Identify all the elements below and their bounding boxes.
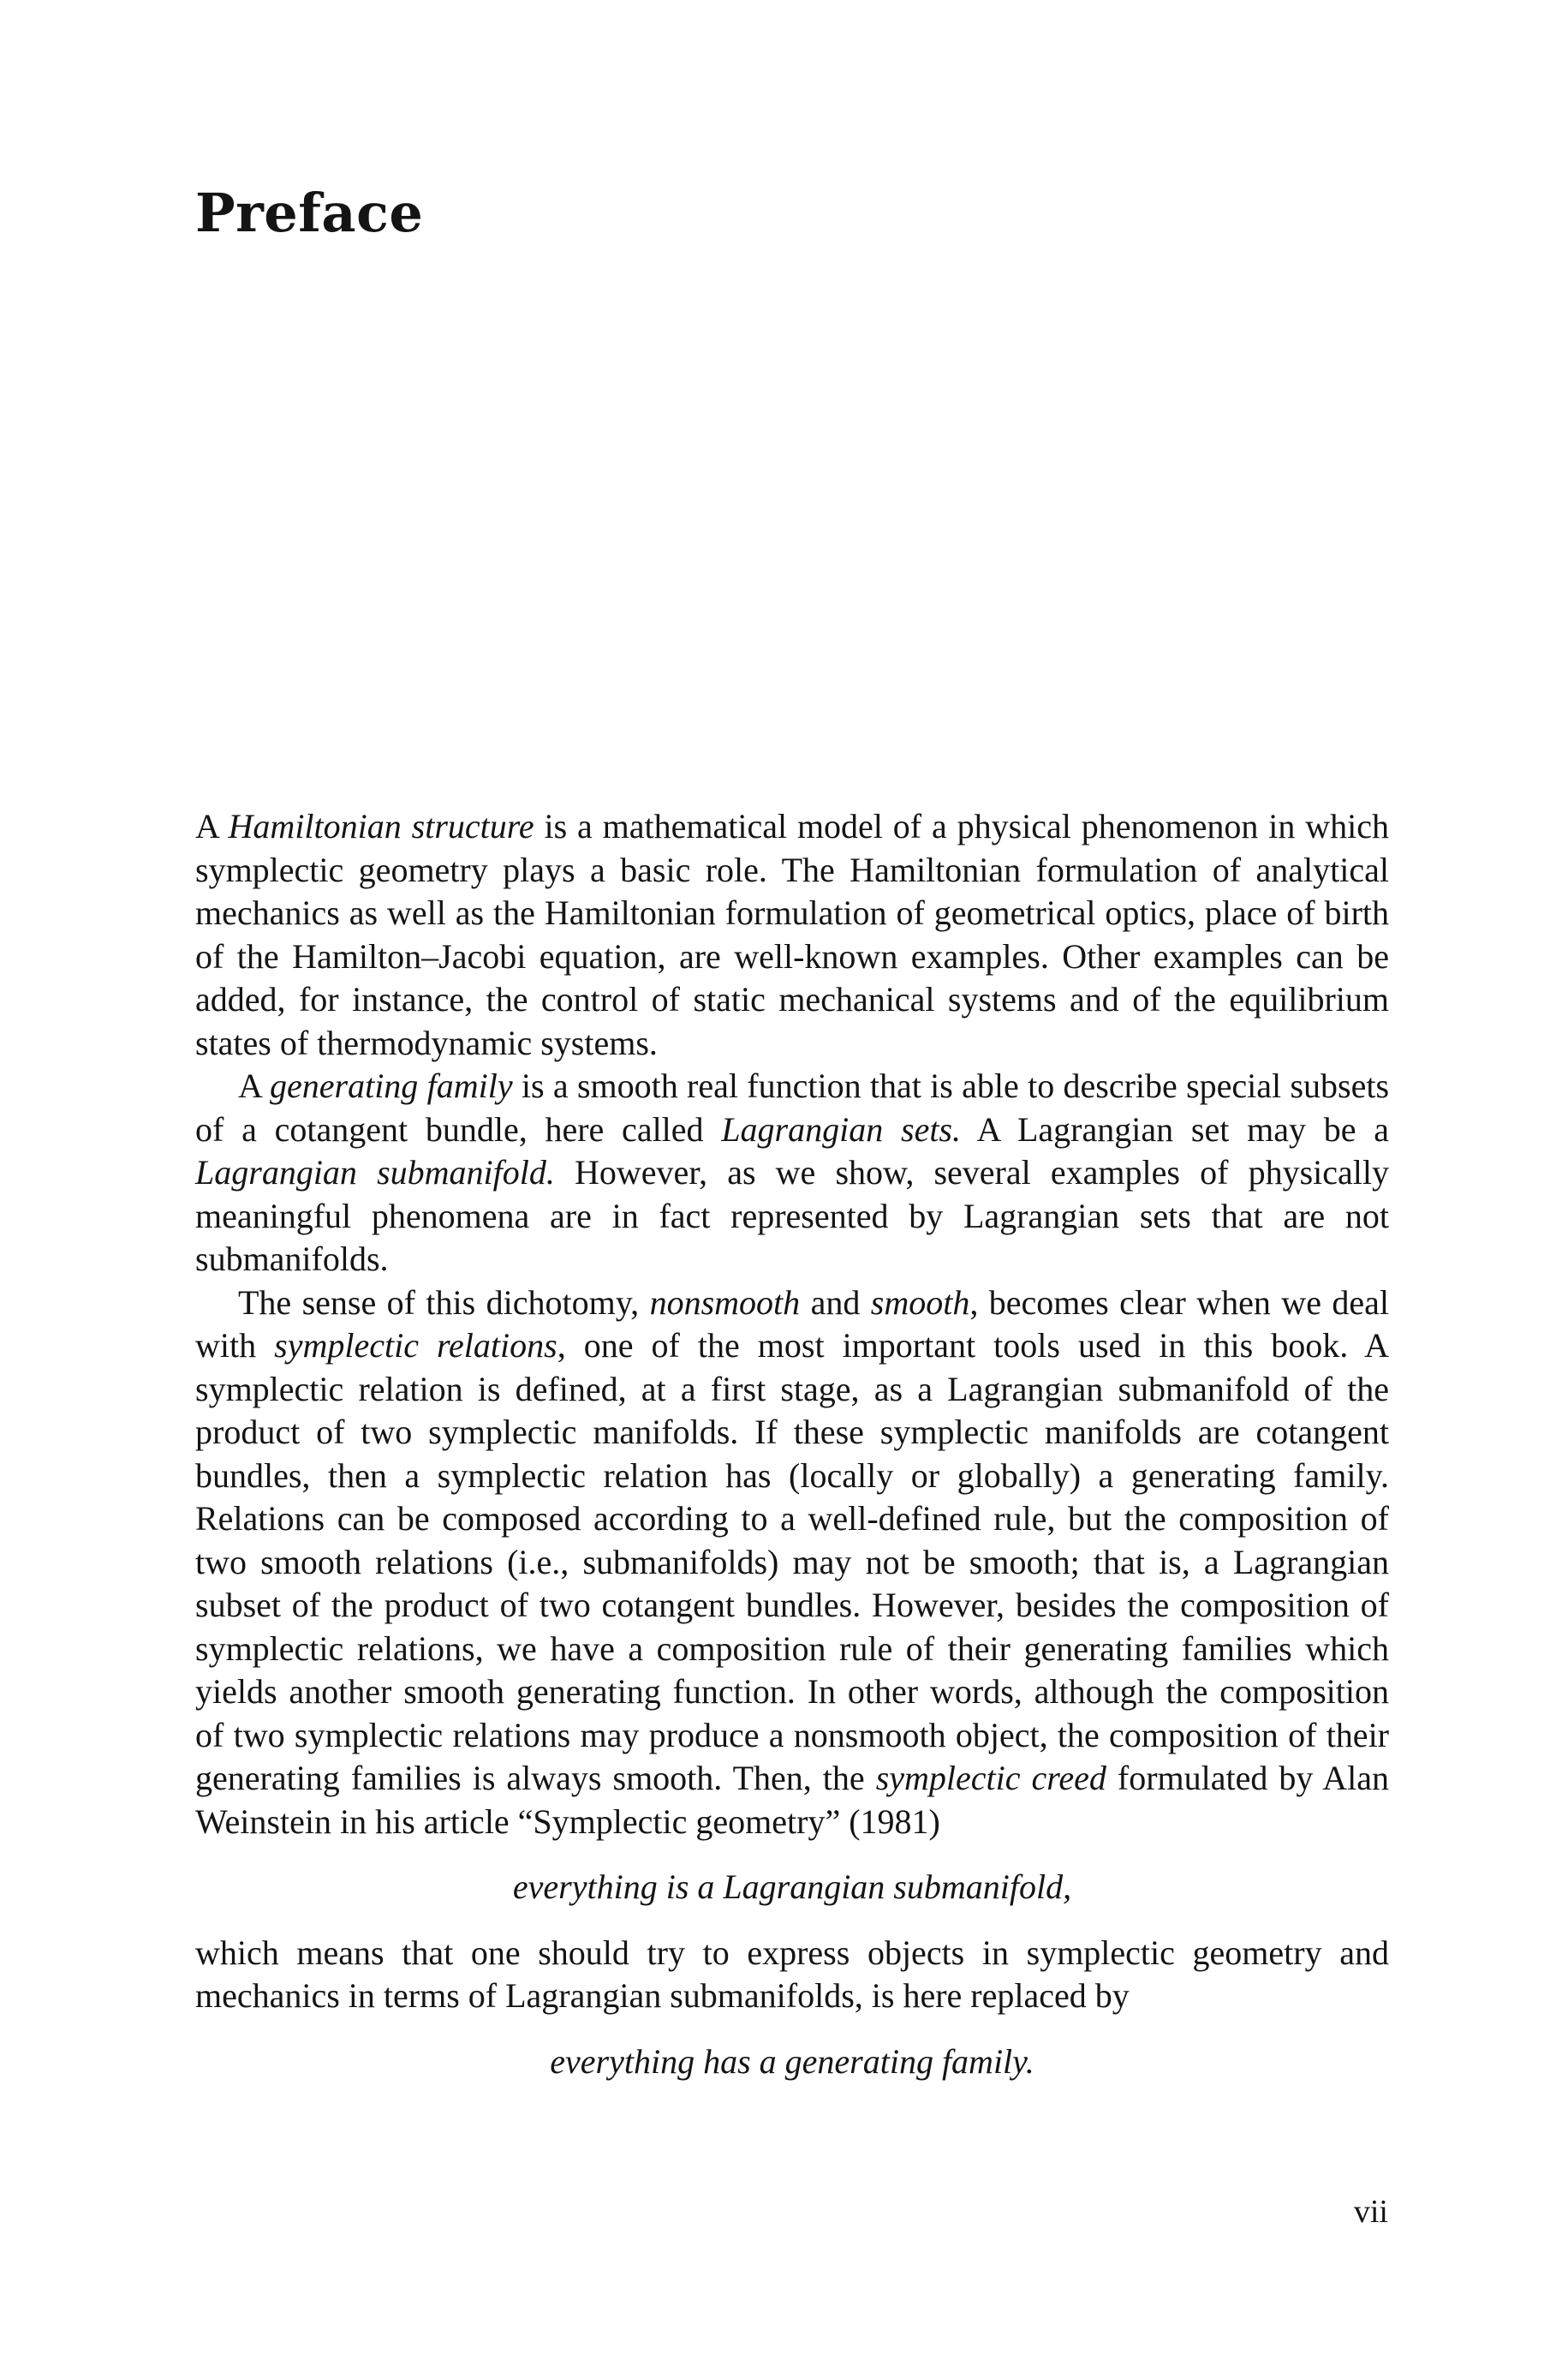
text-run: is a smooth real function that is able to describe special subsets of a cotangent bundle, here called — [195, 1067, 1390, 1149]
emphasis-text: Lagrangian submanifold. — [195, 1153, 555, 1192]
text-run: However, as we show, several examples of physically meaningful phenomena are in fact represented by Lagrangian sets that are not submanifolds. — [195, 1153, 1389, 1278]
paragraph-3 — [195, 1282, 1389, 1844]
text-run: , becomes clear when we deal with — [195, 1282, 1389, 1365]
emphasis-text: symplectic creed — [875, 1759, 1106, 1797]
paragraph-1 — [195, 805, 1389, 1065]
emphasis-text: symplectic relations — [274, 1326, 557, 1365]
text-run: formulated by Alan Weinstein in his article “Symplectic geometry” (1981) — [195, 1759, 1389, 1841]
display-quote-1: everything is a Lagrangian submanifold, — [512, 1867, 1072, 1906]
text-run: A Lagrangian set may be a — [961, 1109, 1389, 1149]
page-number: vii — [1353, 2194, 1388, 2230]
text-run: and — [800, 1282, 871, 1322]
paragraph-4: which means that one should try to express objects in symplectic geometry and mechanics in terms of Lagrangian submanifolds, is here replaced by — [195, 1933, 1389, 2015]
text-run: The sense of this dichotomy, — [238, 1282, 650, 1322]
emphasis-text: smooth — [870, 1282, 970, 1322]
text-run: is a mathematical model of a physical phenomenon in which symplectic geometry plays a basic role. The Hamiltonian formulation of analytical mechanics as well as the Hamiltonian formulation of geometrical optics, place of birth of the Hamilton–Jacobi equation, are well-known examples. Other examples can be added, for instance, the control of static mechanical systems and of the equilibrium states of thermodynamic systems. — [195, 807, 1389, 1062]
emphasis-text: Lagrangian sets. — [721, 1109, 961, 1149]
emphasis-text: generating family — [270, 1067, 513, 1105]
emphasis-text: nonsmooth — [649, 1282, 801, 1322]
preface-body — [195, 805, 1389, 2106]
text-run: A — [238, 1067, 270, 1105]
emphasis-text: Hamiltonian structure — [228, 807, 534, 845]
page-title: Preface — [195, 182, 424, 244]
text-run: , one of the most important tools used in this book. A symplectic relation is defined, at a first stage, as a Lagrangian submanifold of the product of two symplectic manifolds. If these symplectic manifolds are cotangent bundles, then a symplectic relation has (locally or globally) a generating family. Relations can be composed according to a well-defined rule, but the composition of two smooth relations (i.e., submanifolds) may not be smooth; that is, a Lagrangian subset of the product of two cotangent bundles. However, besides the composition of symplectic relations, we have a composition rule of their generating families which yields another smooth generating function. In other words, although the composition of two symplectic relations may produce a nonsmooth object, the composition of their generating families is always smooth. Then, the — [195, 1326, 1389, 1797]
paragraph-2 — [195, 1065, 1389, 1282]
text-run: A — [195, 807, 229, 845]
display-quote-2: everything has a generating family. — [550, 2041, 1034, 2081]
